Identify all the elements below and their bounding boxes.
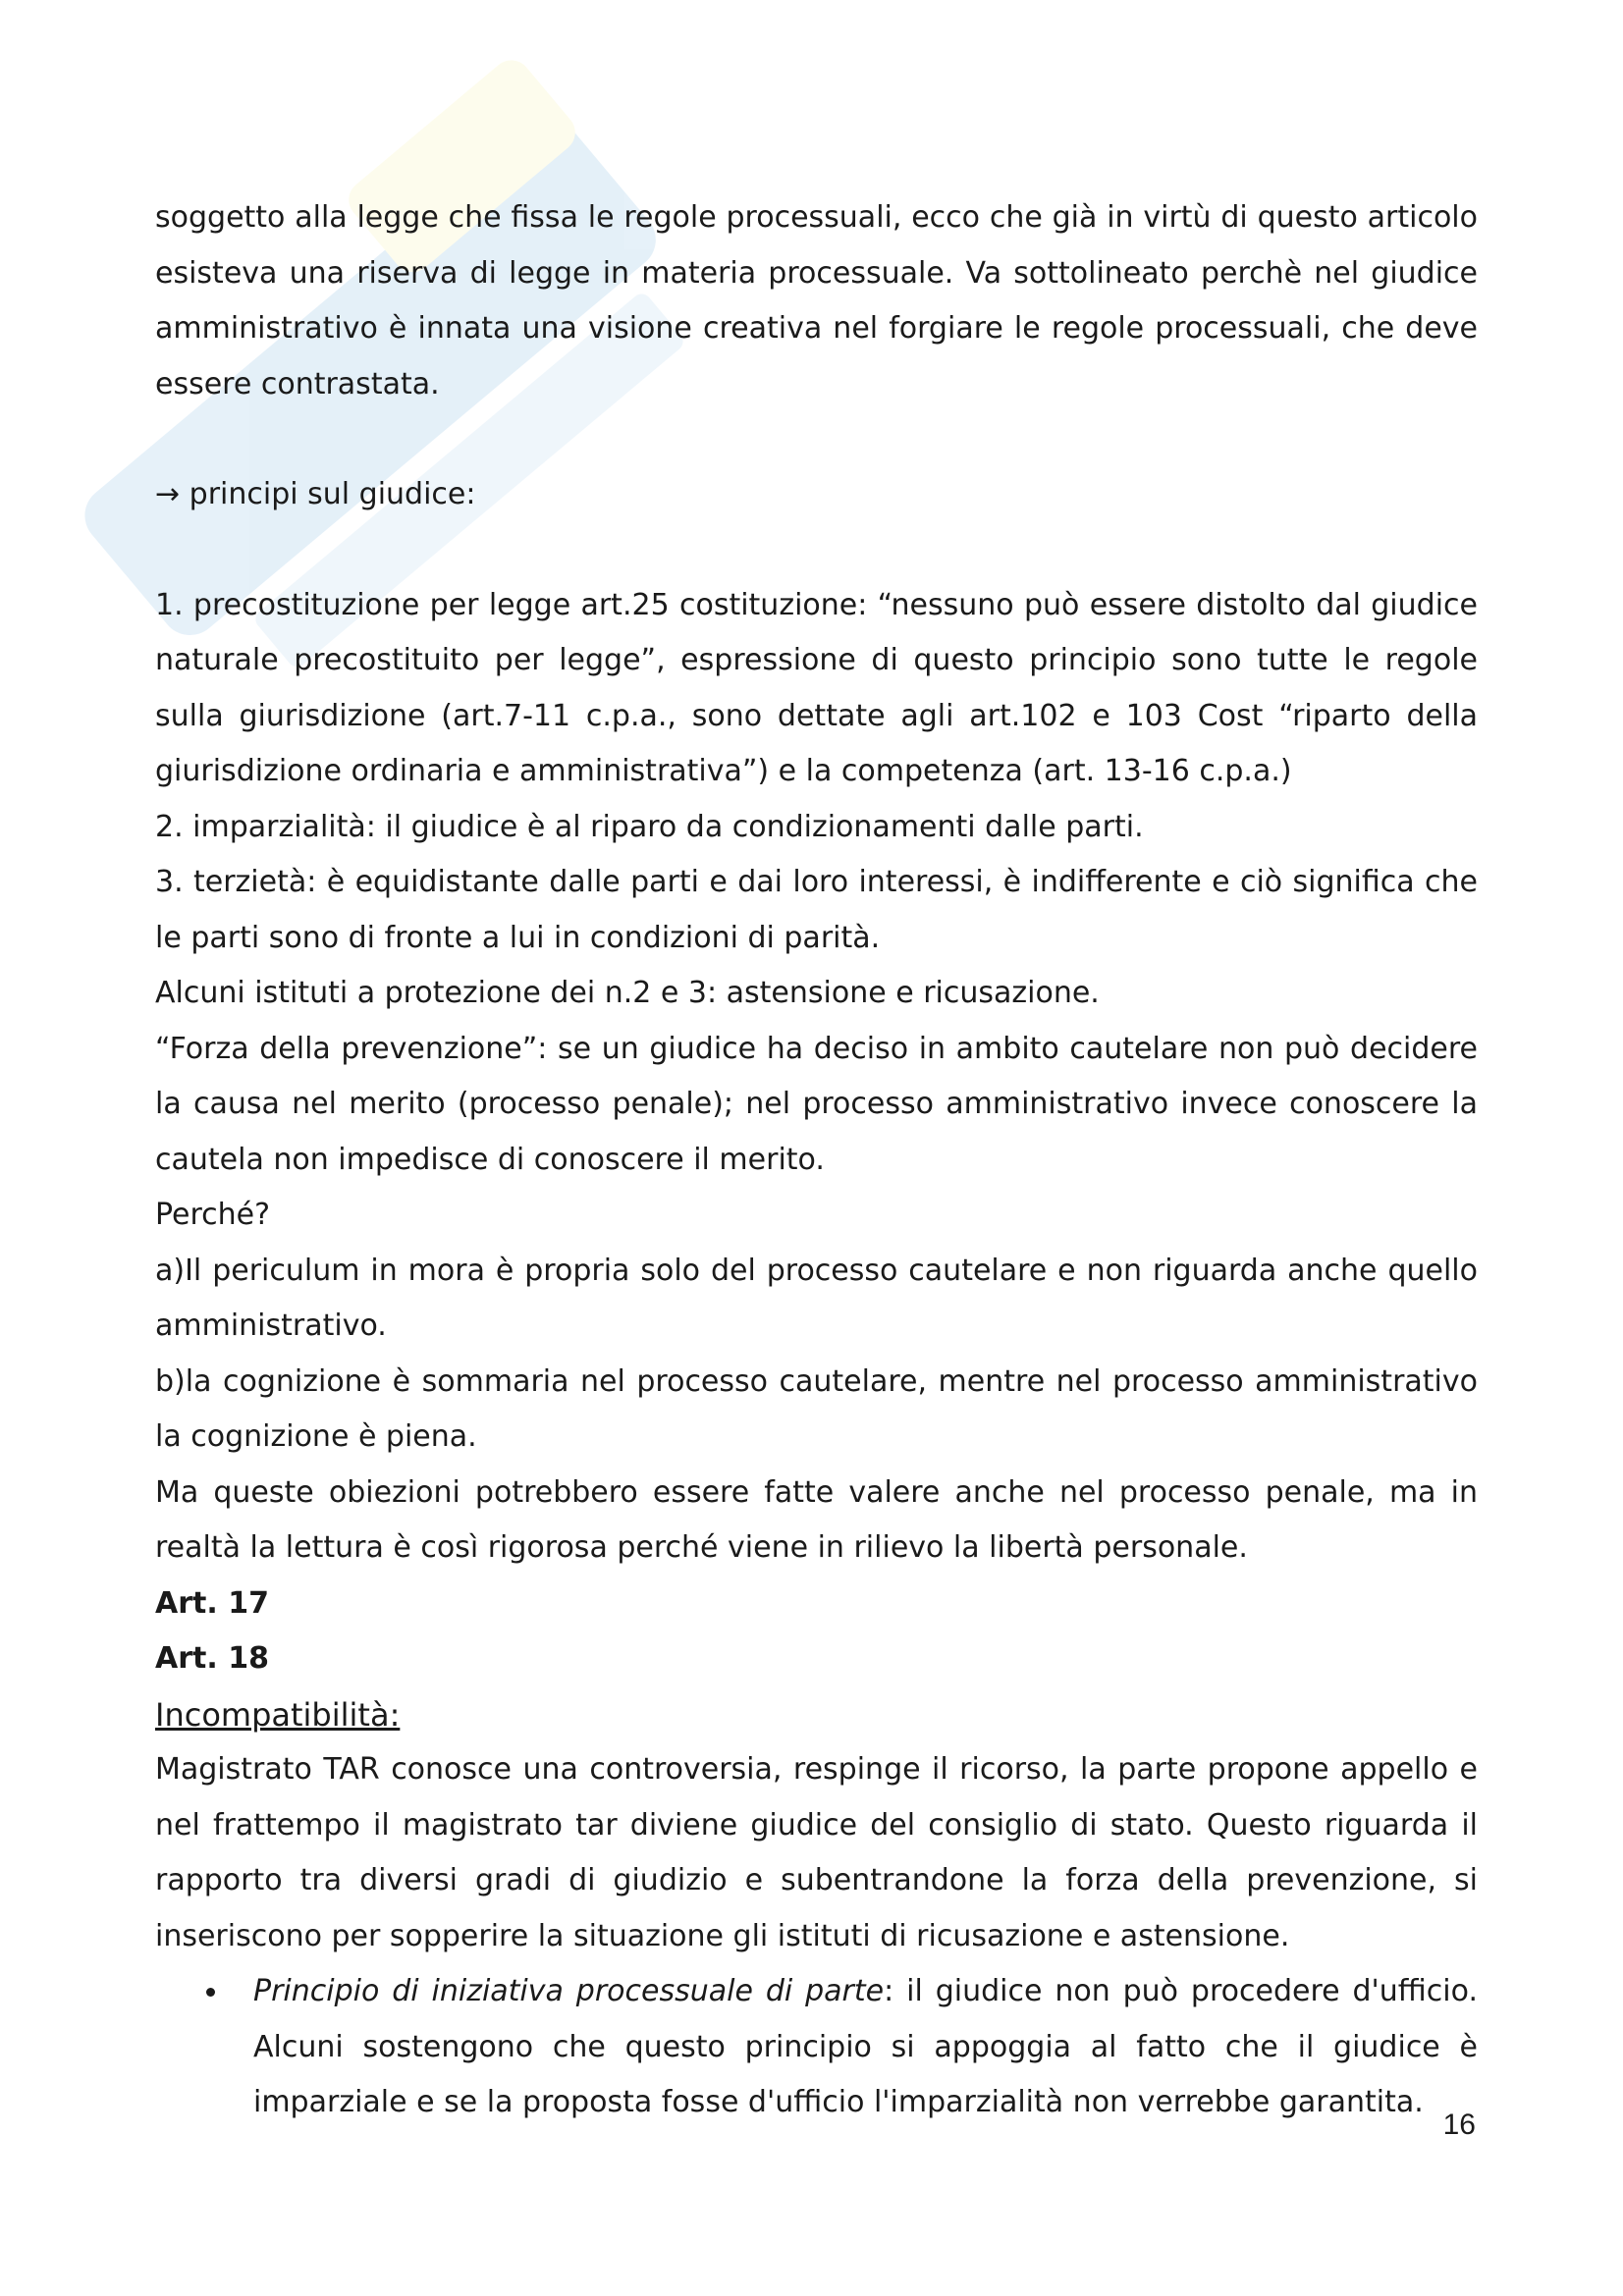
bullet-item-iniziativa <box>253 1964 1478 2131</box>
bullet-item-text: : il giudice non può procedere d'ufficio. Alcuni sostengono che questo principio si appoggia al fatto che il giudice è imparziale e se la proposta fosse d'ufficio l'imparzialità non verrebbe garantita. <box>253 1974 1478 2119</box>
paragraph-riserva-di-legge: soggetto alla legge che fissa le regole processuali, ecco che già in virtù di questo articolo esisteva una riserva di legge in materia processuale. Va sottolineato perchè nel giudice amministrativo è innata una visione creativa nel forgiare le regole processuali, che deve essere contrastata. <box>155 200 1478 401</box>
paragraph-imparzialita: 2. imparzialità: il giudice è al riparo da condizionamenti dalle parti. <box>155 809 1144 844</box>
paragraph-periculum: a)Il periculum in mora è propria solo del processo cautelare e non riguarda anche quello amministrativo. <box>155 1253 1478 1343</box>
bullet-list <box>155 1964 1478 2131</box>
paragraph-istituti-protezione: Alcuni istituti a protezione dei n.2 e 3: astensione e ricusazione. <box>155 976 1100 1010</box>
heading-incompatibilita: Incompatibilità: <box>155 1695 401 1734</box>
paragraph-magistrato-tar: Magistrato TAR conosce una controversia, respinge il ricorso, la parte propone appello e nel frattempo il magistrato tar diviene giudice del consiglio di stato. Questo riguarda il rapporto tra diversi gradi di giudizio e subentrandone la forza della prevenzione, si inseriscono per sopperire la situazione gli istituti di ricusazione e astensione. <box>155 1752 1478 1953</box>
document-body <box>155 190 1478 2131</box>
heading-art-17: Art. 17 <box>155 1585 269 1621</box>
bullet-item-italic: Principio di iniziativa processuale di parte <box>253 1974 885 2008</box>
paragraph-terzieta: 3. terzietà: è equidistante dalle parti e dai loro interessi, è indifferente e ciò significa che le parti sono di fronte a lui in condizioni di parità. <box>155 865 1478 955</box>
paragraph-principi-sul-giudice: → principi sul giudice: <box>155 477 476 511</box>
paragraph-perche: Perché? <box>155 1198 271 1232</box>
paragraph-precostituzione: 1. precostituzione per legge art.25 costituzione: “nessuno può essere distolto dal giudice naturale precostituito per legge”, espressione di questo principio sono tutte le regole sulla giurisdizione (art.7-11 c.p.a., sono dettate agli art.102 e 103 Cost “riparto della giurisdizione ordinaria e amministrativa”) e la competenza (art. 13-16 c.p.a.) <box>155 587 1478 788</box>
heading-art-18: Art. 18 <box>155 1641 269 1676</box>
page-number: 16 <box>1442 2109 1476 2141</box>
paragraph-obiezioni: Ma queste obiezioni potrebbero essere fatte valere anche nel processo penale, ma in realtà la lettura è così rigorosa perché viene in rilievo la libertà personale. <box>155 1474 1478 1565</box>
paragraph-forza-prevenzione: “Forza della prevenzione”: se un giudice ha deciso in ambito cautelare non può decidere la causa nel merito (processo penale); nel processo amministrativo invece conoscere la cautela non impedisce di conoscere il merito. <box>155 1031 1478 1177</box>
paragraph-cognizione: b)la cognizione è sommaria nel processo cautelare, mentre nel processo amministrativo la cognizione è piena. <box>155 1363 1478 1454</box>
